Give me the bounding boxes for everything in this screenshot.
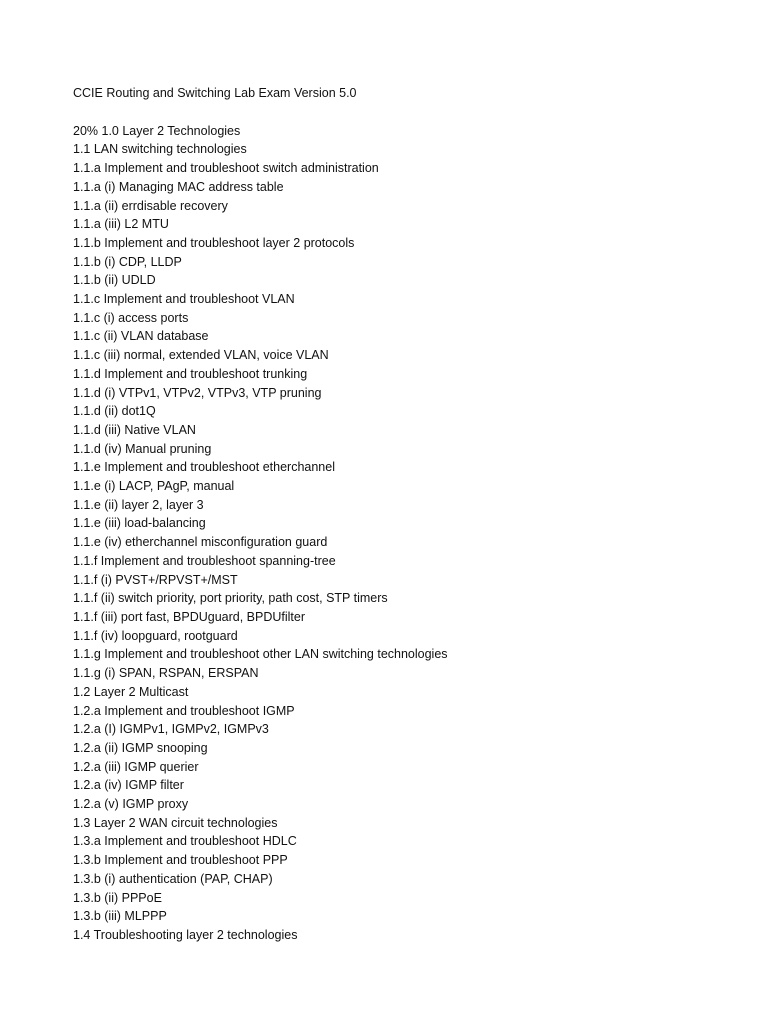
document-title: CCIE Routing and Switching Lab Exam Version 5.0 <box>73 86 357 100</box>
outline-line: 1.3.b (iii) MLPPP <box>73 909 167 924</box>
outline-line: 1.1.f (iv) loopguard, rootguard <box>73 628 238 643</box>
outline-line: 1.1.e Implement and troubleshoot etherchannel <box>73 460 335 475</box>
outline-line: 1.1.g (i) SPAN, RSPAN, ERSPAN <box>73 666 259 681</box>
outline-line: 1.2.a (ii) IGMP snooping <box>73 740 208 755</box>
outline-list <box>73 122 713 945</box>
outline-line: 1.2.a (I) IGMPv1, IGMPv2, IGMPv3 <box>73 722 269 737</box>
outline-line: 1.4 Troubleshooting layer 2 technologies <box>73 927 298 942</box>
outline-line: 1.1.f (ii) switch priority, port priority, path cost, STP timers <box>73 591 388 606</box>
outline-line: 1.1.e (iv) etherchannel misconfiguration guard <box>73 535 328 550</box>
outline-line: 1.2.a (iii) IGMP querier <box>73 759 199 774</box>
outline-line: 1.1.d (i) VTPv1, VTPv2, VTPv3, VTP pruning <box>73 385 322 400</box>
outline-line: 1.3 Layer 2 WAN circuit technologies <box>73 815 278 830</box>
outline-line: 1.1.f Implement and troubleshoot spanning-tree <box>73 553 336 568</box>
outline-line: 1.1.a (iii) L2 MTU <box>73 217 169 232</box>
outline-line: 1.1.e (i) LACP, PAgP, manual <box>73 479 235 494</box>
outline-line: 1.1.c (ii) VLAN database <box>73 329 209 344</box>
outline-line: 1.2.a Implement and troubleshoot IGMP <box>73 703 295 718</box>
outline-line: 1.1.c (iii) normal, extended VLAN, voice VLAN <box>73 348 329 363</box>
outline-line: 1.1.d Implement and troubleshoot trunking <box>73 366 308 381</box>
outline-line: 1.1.a Implement and troubleshoot switch administration <box>73 161 379 176</box>
outline-line: 1.1.b (ii) UDLD <box>73 273 156 288</box>
outline-line: 1.1.e (iii) load-balancing <box>73 516 206 531</box>
outline-line: 1.1.f (i) PVST+/RPVST+/MST <box>73 572 238 587</box>
outline-line: 1.2.a (v) IGMP proxy <box>73 797 189 812</box>
outline-line: 1.1.d (ii) dot1Q <box>73 404 156 419</box>
outline-line: 1.1 LAN switching technologies <box>73 142 247 157</box>
outline-line: 1.1.a (i) Managing MAC address table <box>73 179 284 194</box>
outline-line: 1.1.g Implement and troubleshoot other LAN switching technologies <box>73 647 448 662</box>
document-page <box>73 84 713 945</box>
outline-line: 1.3.b Implement and troubleshoot PPP <box>73 853 288 868</box>
outline-line: 1.1.a (ii) errdisable recovery <box>73 198 228 213</box>
outline-line: 1.1.d (iv) Manual pruning <box>73 441 212 456</box>
outline-line: 1.1.d (iii) Native VLAN <box>73 422 196 437</box>
outline-line: 1.3.b (ii) PPPoE <box>73 890 162 905</box>
outline-line: 1.3.b (i) authentication (PAP, CHAP) <box>73 871 273 886</box>
outline-line: 1.2.a (iv) IGMP filter <box>73 778 184 793</box>
outline-line: 1.1.e (ii) layer 2, layer 3 <box>73 497 204 512</box>
outline-line: 1.3.a Implement and troubleshoot HDLC <box>73 834 297 849</box>
outline-line: 1.1.f (iii) port fast, BPDUguard, BPDUfilter <box>73 609 306 624</box>
outline-line: 1.2 Layer 2 Multicast <box>73 684 189 699</box>
outline-line: 20% 1.0 Layer 2 Technologies <box>73 123 241 138</box>
outline-line: 1.1.c Implement and troubleshoot VLAN <box>73 292 295 307</box>
outline-line: 1.1.b (i) CDP, LLDP <box>73 254 182 269</box>
outline-line: 1.1.c (i) access ports <box>73 310 189 325</box>
outline-line: 1.1.b Implement and troubleshoot layer 2 protocols <box>73 235 355 250</box>
